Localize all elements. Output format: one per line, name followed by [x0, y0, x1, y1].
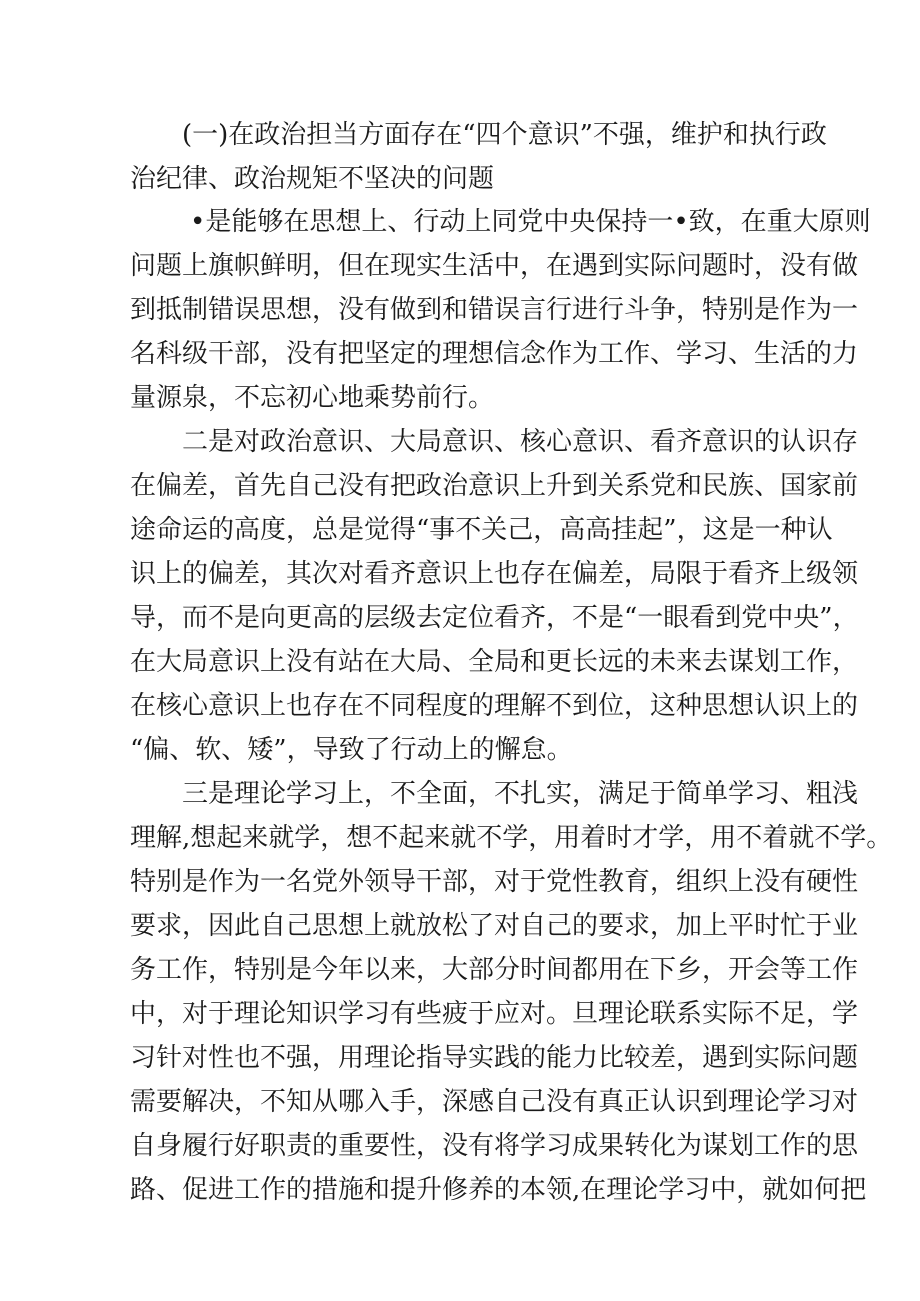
paragraph-line: 要求，因此自己思想上就放松了对自己的要求，加上平时忙于业 — [130, 911, 859, 941]
paragraph-line: 需要解决，不知从哪入手，深感自己没有真正认识到理论学习对 — [130, 1087, 859, 1117]
paragraph-line: 二是对政治意识、大局意识、核心意识、看齐意识的认识存 — [182, 427, 859, 457]
paragraph-line: 在偏差，首先自己没有把政治意识上升到关系党和民族、国家前 — [130, 471, 859, 501]
paragraph-line: 导，而不是向更高的层级去定位看齐，不是“一眼看到党中央”， — [130, 603, 859, 633]
section-heading-line: (一)在政治担当方面存在“四个意识”不强，维护和执行政 — [182, 120, 827, 150]
paragraph-line: 理解,想起来就学，想不起来就不学，用着时才学，用不着就不学。 — [130, 823, 893, 853]
paragraph-line: 到抵制错误思想，没有做到和错误言行进行斗争，特别是作为一 — [130, 295, 859, 325]
paragraph-line: •是能够在思想上、行动上同党中央保持一•致，在重大原则 — [190, 207, 871, 237]
paragraph-line: “偏、软、矮”，导致了行动上的懈怠。 — [130, 735, 573, 765]
paragraph-line: 途命运的高度，总是觉得“事不关己，高高挂起”，这是一种认 — [130, 515, 833, 545]
paragraph-line: 识上的偏差，其次对看齐意识上也存在偏差，局限于看齐上级领 — [130, 559, 859, 589]
section-heading-line: 治纪律、政治规矩不坚决的问题 — [130, 164, 495, 194]
paragraph-line: 中，对于理论知识学习有些疲于应对。旦理论联系实际不足，学 — [130, 999, 859, 1029]
paragraph-line: 在核心意识上也存在不同程度的理解不到位，这种思想认识上的 — [130, 691, 859, 721]
paragraph-line: 务工作，特别是今年以来，大部分时间都用在下乡，开会等工作 — [130, 955, 859, 985]
paragraph-line: 习针对性也不强，用理论指导实践的能力比较差，遇到实际问题 — [130, 1043, 859, 1073]
paragraph-line: 名科级干部，没有把坚定的理想信念作为工作、学习、生活的力 — [130, 339, 859, 369]
paragraph-line: 量源泉，不忘初心地乘势前行。 — [130, 383, 495, 413]
paragraph-line: 特别是作为一名党外领导干部，对于党性教育，组织上没有硬性 — [130, 867, 859, 897]
paragraph-line: 三是理论学习上，不全面，不扎实，满足于简单学习、粗浅 — [182, 779, 859, 809]
paragraph-line: 路、促进工作的措施和提升修养的本领,在理论学习中，就如何把 — [130, 1175, 867, 1205]
paragraph-line: 在大局意识上没有站在大局、全局和更长远的未来去谋划工作， — [130, 647, 859, 677]
paragraph-line: 自身履行好职责的重要性，没有将学习成果转化为谋划工作的思 — [130, 1131, 859, 1161]
paragraph-line: 问题上旗帜鲜明，但在现实生活中，在遇到实际问题时，没有做 — [130, 251, 859, 281]
